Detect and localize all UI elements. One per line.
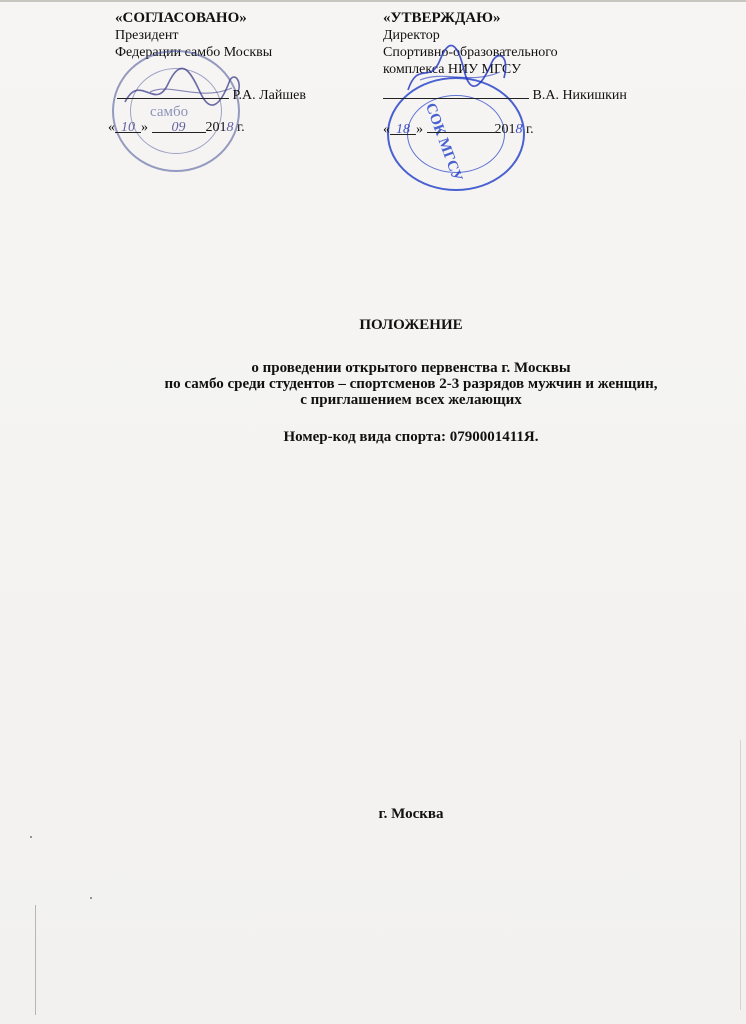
document-description (38, 360, 746, 408)
scan-speck (90, 897, 92, 899)
date-quote-close: » (416, 122, 423, 137)
approval-date-right (383, 120, 534, 138)
sport-code: Номер-код вида спорта: 0790001411Я. (283, 429, 539, 445)
approval-organization: Федерации самбо Москвы (115, 45, 273, 60)
approval-organization-line1: Спортивно-образовательного (383, 45, 558, 60)
date-day: 18 (390, 122, 416, 135)
approval-heading-approved: «УТВЕРЖДАЮ» (383, 10, 501, 26)
signatory-name-right: В.А. Никишкин (532, 88, 627, 103)
date-year-unit: г. (526, 122, 534, 137)
approval-position: Президент (115, 28, 179, 43)
date-year-unit: г. (237, 120, 245, 135)
scan-top-edge (0, 0, 746, 2)
date-quote-close: » (141, 120, 148, 135)
scan-artifact-line-right (740, 740, 741, 1010)
date-year-prefix: 201 (205, 120, 227, 135)
date-month: 09 (152, 120, 206, 133)
document-city: г. Москва (378, 806, 444, 822)
signatory-name-left: Р.А. Лайшев (232, 88, 306, 103)
date-quote-open: « (383, 122, 390, 137)
approval-block-agreed (108, 10, 358, 61)
date-quote-open: « (108, 120, 115, 135)
description-line: по самбо среди студентов – спортсменов 2-3 разрядов мужчин и женщин, (164, 376, 658, 392)
date-year-suffix: 8 (515, 122, 523, 137)
stamp-text-sambo: самбо (150, 104, 189, 120)
scan-speck (30, 836, 32, 838)
description-line: о проведении открытого первенства г. Москвы (251, 360, 571, 376)
date-year-prefix: 201 (494, 122, 516, 137)
date-month-blank (427, 120, 495, 133)
signature-line-left (117, 86, 306, 104)
approval-position: Директор (383, 28, 440, 43)
date-year-suffix: 8 (226, 120, 234, 135)
stamp-text-sok-mgsu: СОК МГСУ (421, 101, 466, 184)
description-line: с приглашением всех желающих (300, 392, 522, 408)
signature-line-right (383, 86, 627, 104)
approval-organization-line2: комплекса НИУ МГСУ (383, 62, 521, 77)
document-title: ПОЛОЖЕНИЕ (359, 317, 463, 333)
scan-artifact-line (35, 905, 36, 1015)
approval-heading-agreed: «СОГЛАСОВАНО» (115, 10, 247, 26)
date-day: 10 (115, 120, 141, 133)
approval-date-left (108, 120, 245, 136)
